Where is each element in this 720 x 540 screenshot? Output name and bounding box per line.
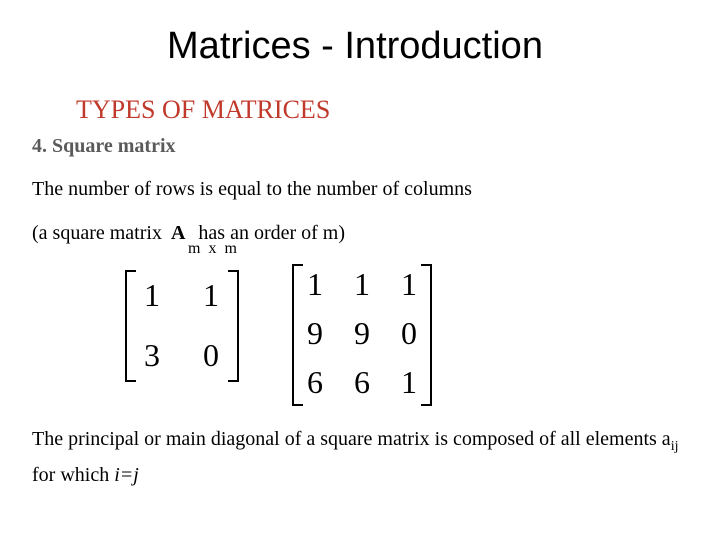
matrix-symbol: A xyxy=(170,222,186,244)
matrix-cell: 0 xyxy=(401,315,417,351)
matrix-cell: 9 xyxy=(354,315,370,351)
matrix-cell: 1 xyxy=(401,266,417,302)
diagonal-text: The principal or main diagonal of a square matrix is composed of all elements a xyxy=(32,428,671,450)
diagonal-condition: i=j xyxy=(114,464,139,486)
matrix-cell: 1 xyxy=(307,266,323,302)
matrix-cell: 1 xyxy=(354,266,370,302)
diagonal-description xyxy=(32,425,702,489)
matrix-cell: 6 xyxy=(307,364,323,400)
matrix-cell: 6 xyxy=(354,364,370,400)
matrix-2x2 xyxy=(126,271,238,381)
right-bracket xyxy=(421,265,431,405)
left-bracket xyxy=(126,271,136,381)
right-bracket xyxy=(228,271,238,381)
matrix-cell: 1 xyxy=(203,277,219,313)
matrix-cell: 3 xyxy=(144,337,160,373)
matrix-3x3 xyxy=(293,265,431,405)
matrix-cell: 1 xyxy=(144,277,160,313)
diagonal-text-2: for which xyxy=(32,464,115,486)
definition-text: The number of rows is equal to the number of columns xyxy=(32,178,472,200)
matrix-cell: 9 xyxy=(307,315,323,351)
section-heading: 4. Square matrix xyxy=(32,135,176,157)
matrix-cell: 0 xyxy=(203,337,219,373)
slide-subtitle: TYPES OF MATRICES xyxy=(76,95,331,124)
order-prefix: (a square matrix xyxy=(32,222,162,244)
diagonal-subscript: ij xyxy=(670,439,679,454)
slide-title: Matrices - Introduction xyxy=(167,25,543,67)
left-bracket xyxy=(293,265,303,405)
matrix-cell: 1 xyxy=(401,364,417,400)
order-suffix: has an order of m) xyxy=(198,222,346,244)
order-subscript: m x m xyxy=(188,240,239,257)
